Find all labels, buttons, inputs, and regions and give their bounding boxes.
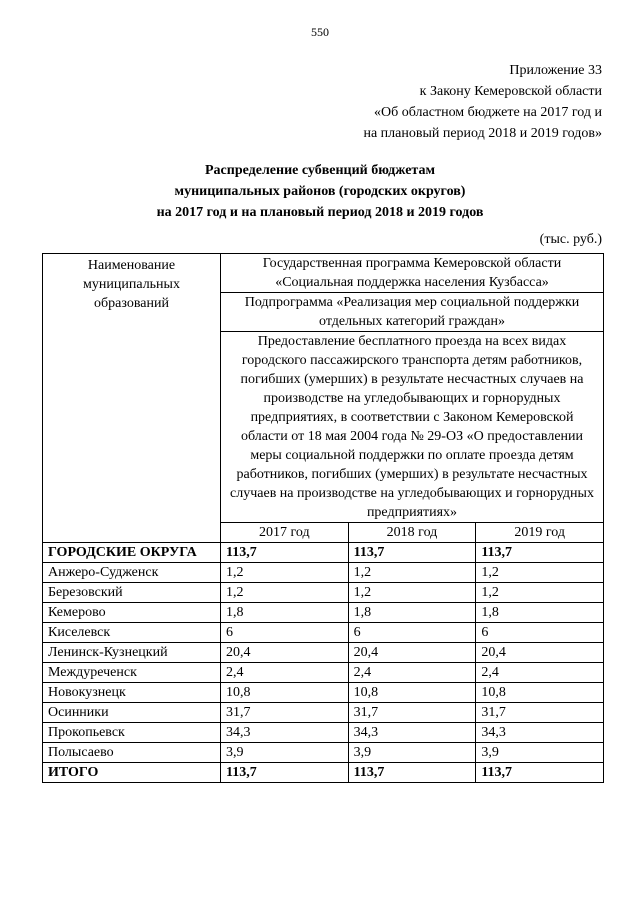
title-line: на 2017 год и на плановый период 2018 и 2019 годов	[156, 205, 484, 220]
value-2018-cell: 20,4	[348, 643, 476, 663]
value-2017-cell: 10,8	[221, 683, 349, 703]
table-header	[43, 254, 604, 543]
value-2019-cell: 1,2	[476, 563, 604, 583]
table-row	[43, 743, 604, 763]
value-2019-cell: 31,7	[476, 703, 604, 723]
title-line: Распределение субвенций бюджетам	[205, 163, 435, 178]
table-row	[43, 663, 604, 683]
header-municipality: Наименование муниципальных образований	[43, 254, 221, 543]
appendix-line: Приложение 33	[509, 63, 602, 78]
value-2018-cell: 2,4	[348, 663, 476, 683]
table-row	[43, 603, 604, 623]
appendix-line: на плановый период 2018 и 2019 годов»	[363, 126, 602, 141]
value-2019-cell: 10,8	[476, 683, 604, 703]
header-measure: Предоставление бесплатного проезда на всех видах городского пассажирского транспорта детям работников, погибших (умерших) в результате несчастных случаев на производстве на угледобывающих и горнорудных предприятиях, в соответствии с Законом Кемеровской области от 18 мая 2004 года № 29-ОЗ «О предоставлении меры социальной поддержки по оплате проезда детям работников, погибших (умерших) в результате несчастных случаев на производстве на угледобывающих и горнорудных предприятиях»	[221, 332, 604, 523]
table-row	[43, 763, 604, 783]
appendix-line: «Об областном бюджете на 2017 год и	[374, 105, 602, 120]
header-year-2017: 2017 год	[221, 523, 349, 543]
table-row	[43, 623, 604, 643]
header-program: Государственная программа Кемеровской области «Социальная поддержка населения Кузбасса»	[221, 254, 604, 293]
value-2019-cell: 3,9	[476, 743, 604, 763]
row-name-cell: ИТОГО	[43, 763, 221, 783]
table-row	[43, 703, 604, 723]
value-2017-cell: 113,7	[221, 543, 349, 563]
value-2019-cell: 6	[476, 623, 604, 643]
row-name-cell: Новокузнецк	[43, 683, 221, 703]
row-name-cell: Полысаево	[43, 743, 221, 763]
value-2017-cell: 1,8	[221, 603, 349, 623]
value-2018-cell: 1,2	[348, 563, 476, 583]
row-name-cell: Анжеро-Судженск	[43, 563, 221, 583]
table-body	[43, 543, 604, 783]
value-2019-cell: 34,3	[476, 723, 604, 743]
row-name-cell: Междуреченск	[43, 663, 221, 683]
value-2017-cell: 31,7	[221, 703, 349, 723]
title-line: муниципальных районов (городских округов)	[174, 184, 466, 199]
row-name-cell: Киселевск	[43, 623, 221, 643]
subsidy-table	[42, 253, 604, 783]
row-name-cell: ГОРОДСКИЕ ОКРУГА	[43, 543, 221, 563]
value-2019-cell: 2,4	[476, 663, 604, 683]
value-2018-cell: 113,7	[348, 763, 476, 783]
row-name-cell: Березовский	[43, 583, 221, 603]
value-2017-cell: 113,7	[221, 763, 349, 783]
value-2017-cell: 3,9	[221, 743, 349, 763]
row-name-cell: Кемерово	[43, 603, 221, 623]
page-number: 550	[311, 25, 329, 39]
table-row	[43, 683, 604, 703]
row-name-cell: Осинники	[43, 703, 221, 723]
value-2019-cell: 113,7	[476, 543, 604, 563]
value-2018-cell: 34,3	[348, 723, 476, 743]
value-2018-cell: 113,7	[348, 543, 476, 563]
value-2017-cell: 34,3	[221, 723, 349, 743]
header-year-2018: 2018 год	[348, 523, 476, 543]
row-name-cell: Ленинск-Кузнецкий	[43, 643, 221, 663]
value-2018-cell: 1,2	[348, 583, 476, 603]
value-2017-cell: 1,2	[221, 563, 349, 583]
table-row	[43, 563, 604, 583]
value-2017-cell: 2,4	[221, 663, 349, 683]
table-row	[43, 543, 604, 563]
units-label: (тыс. руб.)	[539, 232, 602, 247]
row-name-cell: Прокопьевск	[43, 723, 221, 743]
table-row	[43, 583, 604, 603]
value-2019-cell: 113,7	[476, 763, 604, 783]
appendix-reference	[363, 60, 602, 144]
value-2018-cell: 31,7	[348, 703, 476, 723]
value-2019-cell: 1,8	[476, 603, 604, 623]
value-2018-cell: 1,8	[348, 603, 476, 623]
value-2017-cell: 20,4	[221, 643, 349, 663]
value-2018-cell: 6	[348, 623, 476, 643]
value-2017-cell: 6	[221, 623, 349, 643]
value-2017-cell: 1,2	[221, 583, 349, 603]
value-2019-cell: 1,2	[476, 583, 604, 603]
document-title	[0, 160, 640, 223]
value-2018-cell: 3,9	[348, 743, 476, 763]
value-2019-cell: 20,4	[476, 643, 604, 663]
table-row	[43, 643, 604, 663]
header-subprogram: Подпрограмма «Реализация мер социальной поддержки отдельных категорий граждан»	[221, 293, 604, 332]
value-2018-cell: 10,8	[348, 683, 476, 703]
appendix-line: к Закону Кемеровской области	[419, 84, 602, 99]
table-row	[43, 723, 604, 743]
header-year-2019: 2019 год	[476, 523, 604, 543]
